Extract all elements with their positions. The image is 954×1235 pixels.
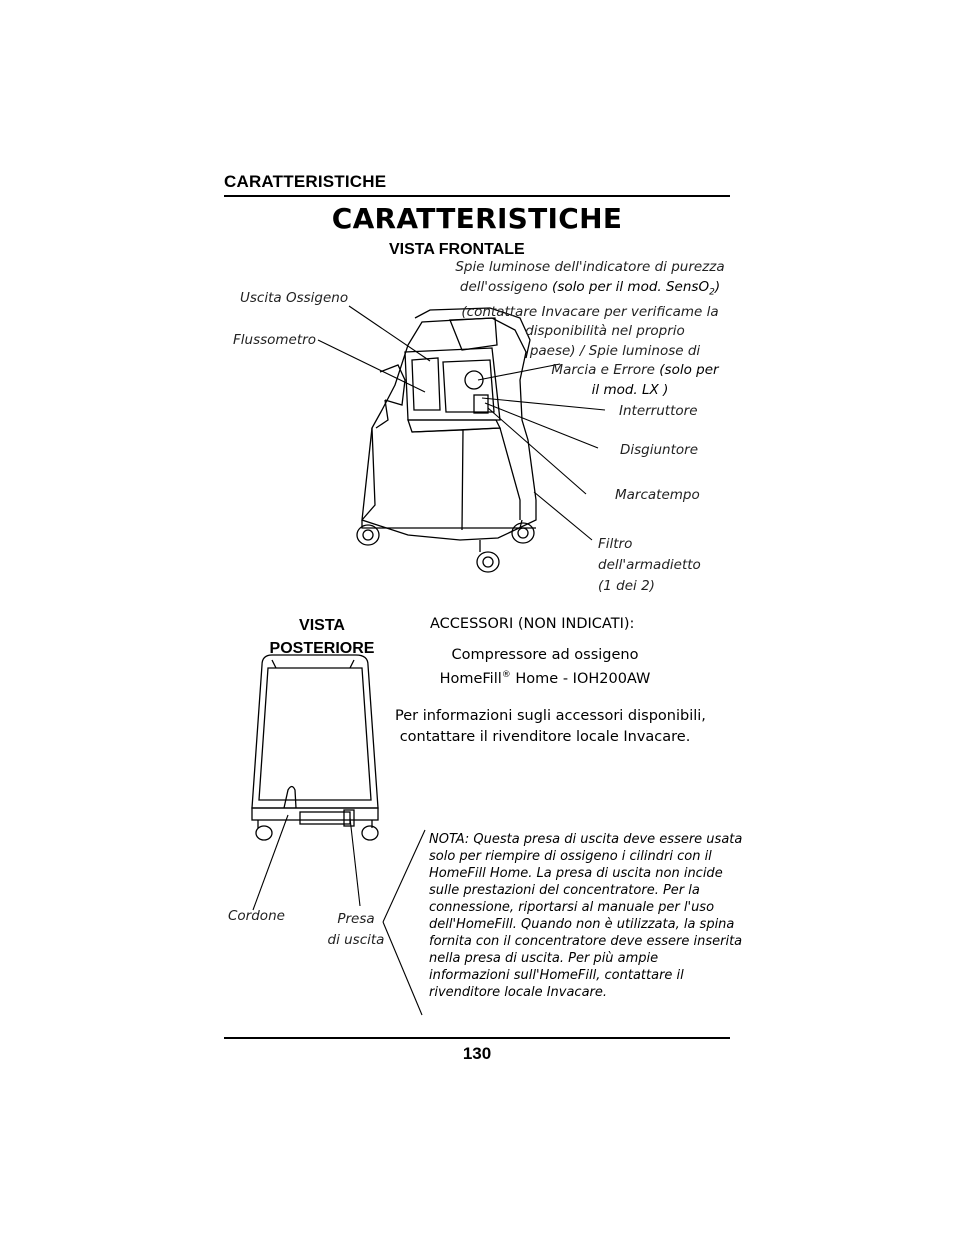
purity-caption-line5: paese) / Spie luminose di — [529, 342, 701, 359]
label-cabinet-filter — [598, 534, 701, 597]
purity-caption-subscript: 2 — [709, 287, 715, 298]
purity-caption-line1: Spie luminose dell'indicatore di purezza — [455, 259, 725, 275]
note-line: sulle prestazioni del concentratore. Per la — [429, 883, 700, 898]
note-line: informazioni sull'HomeFill, contattare il — [429, 968, 684, 983]
rear-title-line1: VISTA — [299, 617, 345, 634]
note-line: nella presa di uscita. Per più ampie — [429, 951, 659, 966]
note-line: fornita con il concentratore deve essere inserita — [429, 934, 743, 949]
note-line: NOTA: Questa presa di uscita deve essere usata — [429, 832, 743, 847]
note-line: rivenditore locale Invacare. — [429, 985, 608, 1000]
filter-line1: Filtro — [598, 536, 633, 552]
label-flowmeter: Flussometro — [233, 332, 316, 348]
outlet-line2: di uscita — [327, 932, 385, 948]
rear-title-line2: POSTERIORE — [269, 640, 375, 657]
footer-rule — [224, 1037, 730, 1039]
registered-mark: ® — [501, 670, 511, 680]
label-power-switch: Interruttore — [619, 403, 698, 419]
accessories-info — [395, 706, 706, 748]
purity-caption-line6 — [440, 361, 740, 381]
purity-caption-line2b: (solo per il mod. SensO — [552, 278, 710, 295]
purity-caption-line7: il mod. LX ) — [591, 381, 669, 398]
purity-indicator-caption — [440, 258, 740, 400]
label-circuit-breaker: Disgiuntore — [620, 442, 699, 458]
rear-concentrator-drawing — [252, 655, 378, 840]
accessory-homefill: HomeFill — [439, 670, 502, 687]
outlet-line1: Presa — [337, 911, 375, 927]
purity-caption-line2c: ) — [714, 278, 721, 295]
rear-view-title — [252, 614, 392, 660]
info-line2: contattare il rivenditore locale Invacare. — [399, 729, 691, 745]
purity-caption-line6a: Marcia e Errore — [551, 362, 660, 379]
front-view-title: VISTA FRONTALE — [389, 241, 525, 258]
accessory-line2 — [400, 665, 690, 689]
accessories-heading: ACCESSORI (NON INDICATI): — [430, 616, 635, 632]
note-line: dell'HomeFill. Quando non è utilizzata, la spina — [429, 917, 735, 932]
purity-caption-line6b: (solo per — [659, 362, 719, 379]
section-header: CARATTERISTICHE — [224, 172, 387, 191]
accessory-item — [400, 645, 690, 689]
purity-caption-line2 — [440, 278, 740, 303]
label-outlet-receptacle — [322, 909, 390, 951]
senso2-model-note — [552, 278, 721, 298]
purity-caption-line4: disponibilità nel proprio — [525, 323, 685, 340]
label-hour-meter: Marcatempo — [615, 487, 700, 503]
filter-line3: (1 dei 2) — [598, 578, 655, 594]
purity-caption-line3: (contattare Invacare per verificame la — [461, 303, 719, 320]
info-line1: Per informazioni sugli accessori disponibili, — [395, 708, 706, 724]
note-line: HomeFill Home. La presa di uscita non incide — [429, 866, 723, 881]
label-cord: Cordone — [228, 908, 285, 924]
filter-line2: dell'armadietto — [598, 557, 701, 573]
purity-caption-line2a: dell'ossigeno — [459, 278, 553, 295]
note-line: connessione, riportarsi al manuale per l'uso — [429, 900, 715, 915]
page-number: 130 — [462, 1044, 492, 1063]
accessory-line1: Compressore ad ossigeno — [451, 647, 639, 663]
outlet-note — [429, 831, 743, 1001]
page-title: CARATTERISTICHE — [331, 202, 623, 235]
note-line: solo per riempire di ossigeno i cilindri con il — [429, 849, 712, 864]
label-oxygen-outlet: Uscita Ossigeno — [240, 290, 349, 306]
accessory-model: Home - IOH200AW — [510, 670, 651, 687]
